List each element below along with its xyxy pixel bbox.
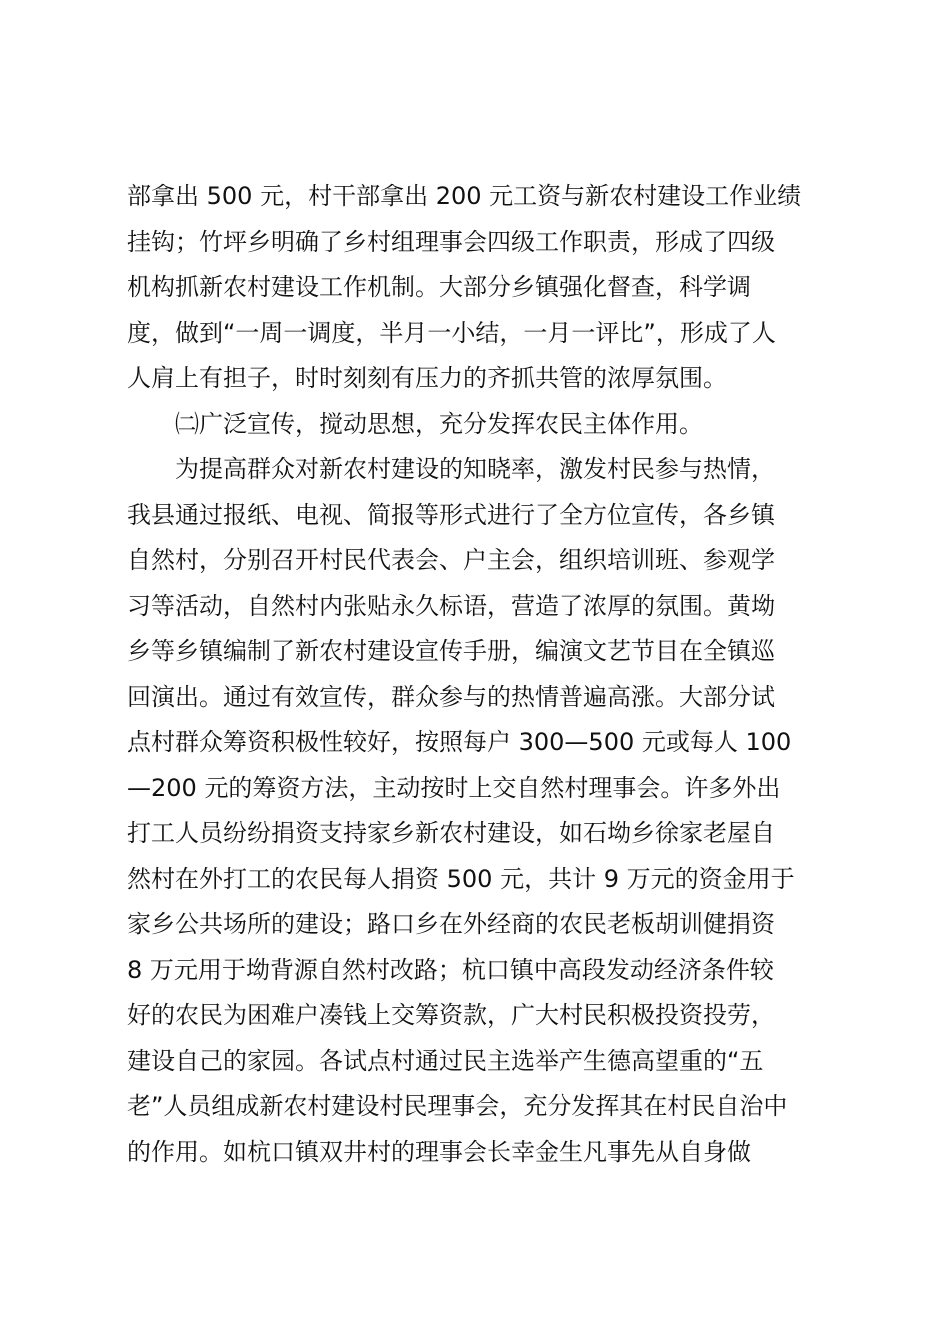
section-heading: ㈡广泛宣传，搅动思想，充分发挥农民主体作用。 <box>127 409 703 438</box>
text-line: 打工人员纷纷捐资支持家乡新农村建设，如石坳乡徐家老屋自 <box>127 819 775 847</box>
text-line: 自然村，分别召开村民代表会、户主会，组织培训班、参观学 <box>127 546 775 574</box>
text-line: 好的农民为困难户凑钱上交筹资款，广大村民积极投资投劳， <box>127 1001 775 1029</box>
text-line: 人肩上有担子，时时刻刻有压力的齐抓共管的浓厚氛围。 <box>127 364 727 392</box>
text-line: 机构抓新农村建设工作机制。大部分乡镇强化督查，科学调 <box>127 273 751 301</box>
text-line: 挂钩；竹坪乡明确了乡村组理事会四级工作职责，形成了四级 <box>127 227 775 256</box>
text-line: 乡等乡镇编制了新农村建设宣传手册，编演文艺节目在全镇巡 <box>127 637 775 665</box>
text-line: 老”人员组成新农村建设村民理事会，充分发挥其在村民自治中 <box>127 1092 788 1120</box>
text-line: 为提高群众对新农村建设的知晓率，激发村民参与热情， <box>127 455 775 483</box>
text-line: 习等活动，自然村内张贴永久标语，营造了浓厚的氛围。黄坳 <box>127 591 775 620</box>
text-line: 点村群众筹资积极性较好，按照每户 300—500 元或每人 100 <box>127 728 792 756</box>
text-line: 我县通过报纸、电视、简报等形式进行了全方位宣传，各乡镇 <box>127 500 775 529</box>
text-line: 然村在外打工的农民每人捐资 500 元，共计 9 万元的资金用于 <box>127 864 795 893</box>
text-line: 建设自己的家园。各试点村通过民主选举产生德高望重的“五 <box>127 1046 764 1075</box>
text-line: 回演出。通过有效宣传，群众参与的热情普遍高涨。大部分试 <box>127 682 775 711</box>
text-line: 8 万元用于坳背源自然村改路；杭口镇中高段发动经济条件较 <box>127 955 774 984</box>
text-line: 家乡公共场所的建设；路口乡在外经商的农民老板胡训健捐资 <box>127 910 775 938</box>
body-text <box>127 174 837 1175</box>
text-line: 的作用。如杭口镇双井村的理事会长幸金生凡事先从自身做 <box>127 1137 751 1166</box>
text-line: 度，做到“一周一调度，半月一小结，一月一评比”，形成了人 <box>127 318 776 347</box>
text-line: 部拿出 500 元，村干部拿出 200 元工资与新农村建设工作业绩 <box>127 182 802 210</box>
text-line: —200 元的筹资方法，主动按时上交自然村理事会。许多外出 <box>127 773 781 802</box>
